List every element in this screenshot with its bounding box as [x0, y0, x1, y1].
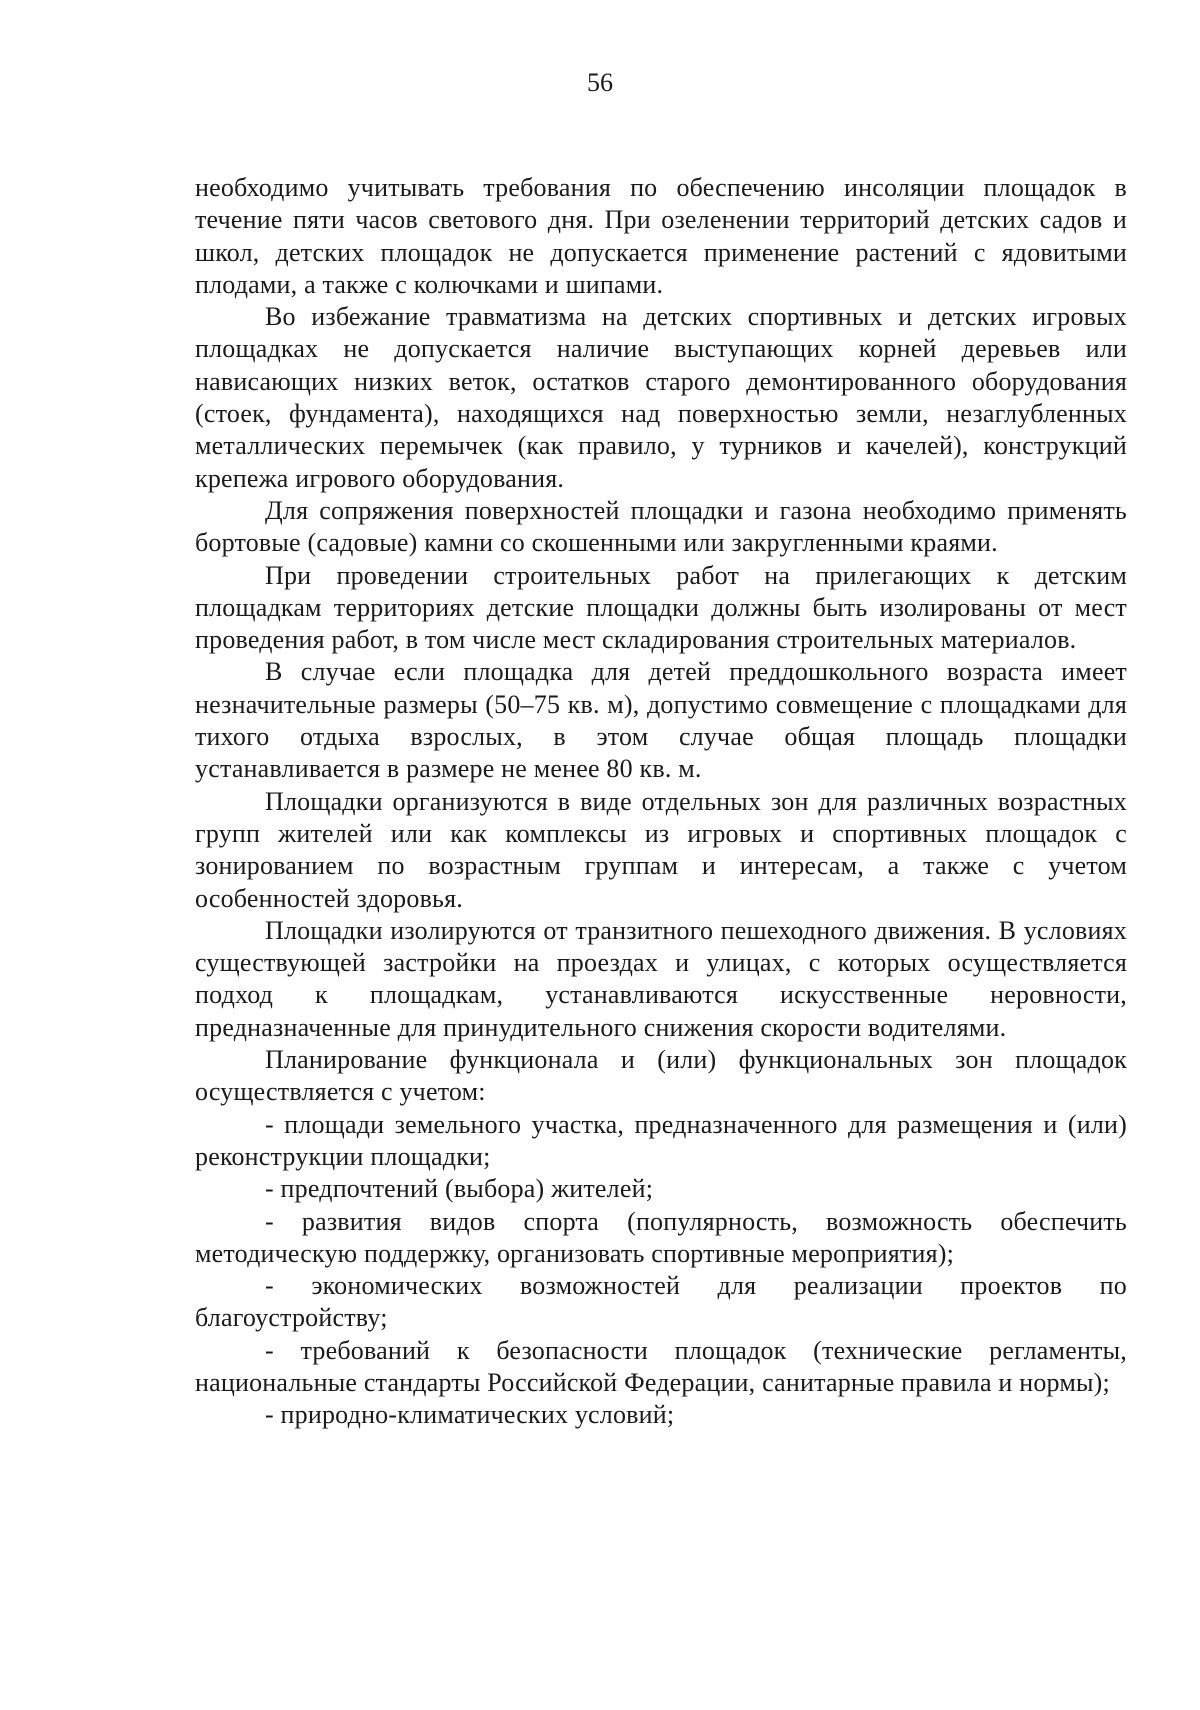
- paragraph-insolation: необходимо учитывать требования по обеспечению инсоляции площадок в течение пяти часов светового дня. При озеленении территорий детских садов и школ, детских площадок не допускается применение растений с ядовитыми плодами, а также с колючками и шипами.: [195, 173, 1127, 299]
- list-item-sports-development: - развития видов спорта (популярность, возможность обеспечить методическую поддержку, организовать спортивные мероприятия);: [195, 1206, 1127, 1268]
- document-body: [195, 172, 1127, 1432]
- paragraph-planning-intro: Планирование функционала и (или) функциональных зон площадок осуществляется с учетом:: [195, 1045, 1127, 1107]
- list-item-climate-conditions: - природно-климатических условий;: [265, 1400, 675, 1430]
- list-item-land-area: - площади земельного участка, предназначенного для размещения и (или) реконструкции площадки;: [195, 1109, 1127, 1171]
- list-item-safety-requirements: - требований к безопасности площадок (технические регламенты, национальные стандарты Российской Федерации, санитарные правила и нормы);: [195, 1335, 1127, 1397]
- paragraph-injury-prevention: Во избежание травматизма на детских спортивных и детских игровых площадках не допускается наличие выступающих корней деревьев или нависающих низких веток, остатков старого демонтированного оборудования (стоек, фундамента), находящихся над поверхностью земли, незаглубленных металлических перемычек (как правило, у турников и качелей), конструкций крепежа игрового оборудования.: [195, 302, 1127, 493]
- paragraph-curb-stones: Для сопряжения поверхностей площадки и газона необходимо применять бортовые (садовые) камни со скошенными или закругленными краями.: [195, 495, 1127, 558]
- page-number: 56: [587, 68, 613, 97]
- paragraph-zones: Площадки организуются в виде отдельных зон для различных возрастных групп жителей или как комплексы из игровых и спортивных площадок с зонированием по возрастным группам и интересам, а также с учетом особенностей здоровья.: [195, 786, 1127, 913]
- paragraph-preschool-area: В случае если площадка для детей преддошкольного возраста имеет незначительные размеры (50–75 кв. м), допустимо совмещение с площадками для тихого отдыха взрослых, в этом случае общая площадь площадки устанавливается в размере не менее 80 кв. м.: [195, 657, 1127, 784]
- list-item-economic-capacity: - экономических возможностей для реализации проектов по благоустройству;: [195, 1271, 1127, 1333]
- paragraph-traffic-isolation: Площадки изолируются от транзитного пешеходного движения. В условиях существующей застройки на проездах и улицах, с которых осуществляется подход к площадкам, устанавливаются искусственные неровности, предназначенные для принудительного снижения скорости водителями.: [195, 915, 1127, 1042]
- list-item-resident-preferences: - предпочтений (выбора) жителей;: [265, 1174, 654, 1204]
- paragraph-construction-isolation: При проведении строительных работ на прилегающих к детским площадкам территориях детские площадки должны быть изолированы от мест проведения работ, в том числе мест складирования строительных материалов.: [195, 560, 1127, 655]
